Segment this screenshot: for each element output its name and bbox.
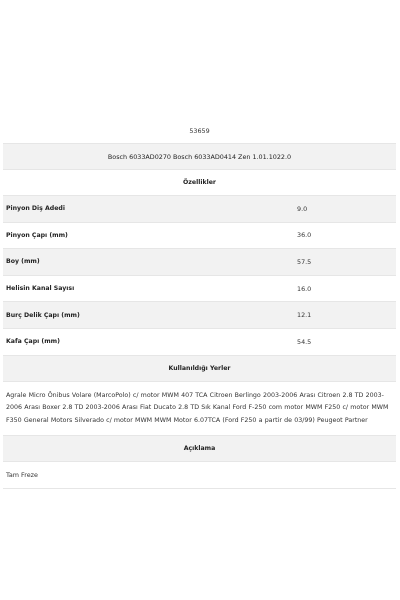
description-text: Tam Freze — [3, 461, 396, 489]
specs-heading: Özellikler — [183, 179, 216, 186]
spec-label: Burç Delik Çapı (mm) — [6, 311, 80, 319]
spec-label: Pinyon Çapı (mm) — [6, 231, 68, 239]
description-heading: Açıklama — [183, 444, 216, 452]
usage-heading: Kullanıldığı Yerler — [168, 364, 231, 372]
usage-text: Agrale Micro Ônibus Volare (MarcoPolo) c/ motor MWM 407 TCA Citroen Berlingo 2003-2006 Arası Citroen 2.8 TD 2003-2006 Arası Boxer 2.8 TD 2003-2006 Arası Fiat Ducato 2.8 TD Sık Kanal Ford F-250 com motor MWM F250 c/ motor MWM F350 General Motors Silverado c/ motor MWM MWM Motor 6.07TCA (Ford F250 a partir de 03/99) Peugeot Partner — [3, 381, 396, 435]
description-heading-row — [3, 435, 396, 461]
spec-value: 12.1 — [297, 311, 312, 320]
usage-heading-row — [3, 355, 396, 381]
reference-numbers — [3, 143, 396, 169]
spec-value: 9.0 — [297, 204, 308, 213]
spec-row-length — [3, 248, 396, 275]
spec-label: Kafa Çapı (mm) — [6, 338, 60, 346]
spec-value: 57.5 — [297, 257, 312, 266]
spec-row-head-diameter — [3, 328, 396, 355]
spec-label: Boy (mm) — [6, 258, 40, 266]
spec-label: Helisin Kanal Sayısı — [6, 285, 75, 293]
product-code: 53659 — [189, 126, 210, 135]
reference-numbers-text: Bosch 6033AD0270 Bosch 6033AD0414 Zen 1.01.1022.0 — [107, 152, 292, 161]
specs-heading-row — [3, 169, 396, 195]
spec-value: 36.0 — [297, 231, 312, 240]
spec-row-pinion-diameter — [3, 222, 396, 249]
spec-row-pinion-teeth — [3, 195, 396, 222]
product-detail-page — [3, 118, 396, 489]
spec-row-helix-channels — [3, 275, 396, 302]
spec-row-bushing-bore — [3, 301, 396, 328]
spec-label: Pinyon Diş Adedi — [6, 205, 65, 213]
spec-value: 16.0 — [297, 284, 312, 293]
spec-value: 54.5 — [297, 337, 312, 346]
